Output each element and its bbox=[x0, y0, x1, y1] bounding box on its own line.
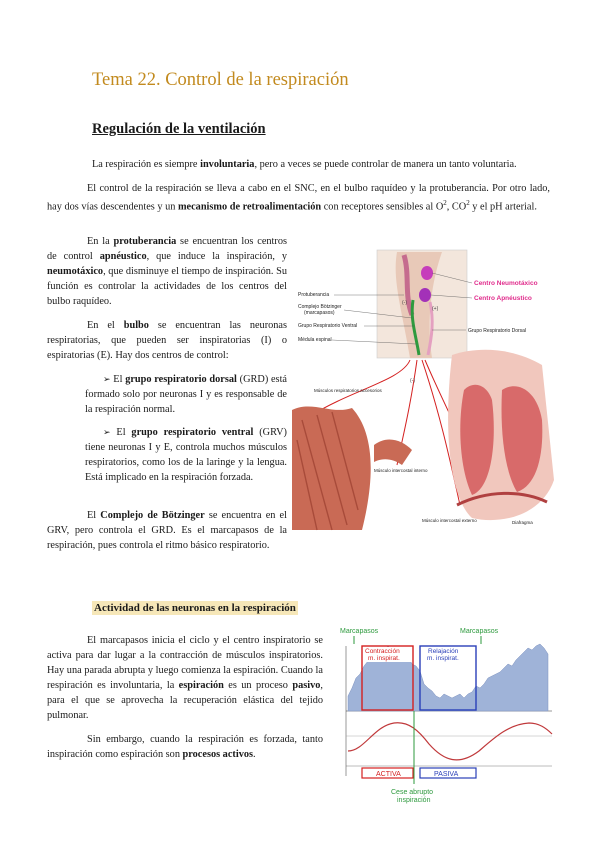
paragraph-botzinger: El Complejo de Bötzinger se encuentra en el GRV, pero controla el GRD. Es el marcapasos de la respiración, pues controla el ritmo básico respiratorio. bbox=[47, 510, 287, 551]
label-inspiracion: inspiración bbox=[397, 797, 431, 804]
label-marcapasos-left: Marcapasos bbox=[340, 628, 379, 635]
paragraph-control-snc: El control de la respiración se lleva a cabo en el SNC, en el bulbo raquídeo y la protuberancia. Por otro lado, hay dos vías descendentes y un mecanismo de retroalimentación con receptores sensibles al $O^2$, $CO^2$ y el pH arterial. bbox=[47, 183, 550, 213]
label-protuberancia: Protuberancia bbox=[298, 292, 330, 298]
paragraph-bulbo: En el bulbo se encuentran las neuronas respiratorias, que pueden ser inspiratorias (I) o espiratorias (E). Hay dos centros de control: bbox=[47, 320, 287, 361]
svg-text:(+): (+) bbox=[432, 306, 439, 312]
bullet-grd: ➢ El grupo respiratorio dorsal (GRD) está formado solo por neuronas I y es responsable de la respiración normal. bbox=[85, 374, 287, 415]
section-heading-ventilacion: Regulación de la ventilación bbox=[92, 121, 266, 137]
figure-neuron-activity bbox=[334, 626, 560, 810]
paragraph-forzada: Sin embargo, cuando la respiración es forzada, tanto inspiración como espiración son procesos activos. bbox=[47, 734, 323, 760]
page-title: Tema 22. Control de la respiración bbox=[92, 70, 349, 90]
apneustico-center bbox=[419, 288, 431, 302]
label-grv: Grupo Respiratorio Ventral bbox=[298, 323, 358, 329]
paragraph-protuberancia: En la protuberancia se encuentran los centros de control apnéustico, que induce la inspiración, y neumotáxico, que disminuye el tiempo de inspiración. Su función es controlar la actividades de los centros del bulbo raquídeo. bbox=[47, 236, 287, 307]
volume-curve bbox=[348, 723, 552, 760]
paragraph-involuntaria: La respiración es siempre involuntaria, pero a veces se puede controlar de manera un tanto voluntaria. bbox=[92, 159, 517, 170]
label-diafragma: Diafragma bbox=[512, 520, 533, 525]
label-marcapasos-right: Marcapasos bbox=[460, 628, 499, 635]
label-intercostal-interno: Músculo intercostal interno bbox=[374, 468, 428, 473]
label-cese: Cese abrupto bbox=[391, 789, 434, 796]
label-botzinger: Complejo Bötzinger bbox=[298, 304, 342, 310]
section-heading-actividad: Actividad de las neuronas en la respiración bbox=[94, 602, 296, 614]
svg-text:(-): (-) bbox=[402, 300, 407, 306]
label-intercostal-externo: Músculo intercostal externo bbox=[422, 518, 477, 523]
label-activa: ACTIVA bbox=[376, 771, 401, 778]
figure-respiratory-centers bbox=[292, 240, 554, 535]
label-medula: Médula espinal bbox=[298, 337, 332, 343]
label-grd: Grupo Respiratorio Dorsal bbox=[468, 328, 527, 334]
label-apneustico: Centro Apnéustico bbox=[474, 295, 532, 302]
label-marcapasos: (marcapasos) bbox=[304, 310, 335, 316]
label-musculos: Músculos respiratorios accesorios bbox=[314, 388, 382, 393]
label-m-inspirat-2: m. inspirat. bbox=[427, 655, 459, 662]
bullet-grv: ➢ El grupo respiratorio ventral (GRV) tiene neuronas I y E, controla muchos músculos respiratorios, como los de la laringe y la lengua. Está implicado en la respiración forzada. bbox=[85, 427, 287, 483]
label-contraccion: Contracción bbox=[365, 648, 400, 655]
paragraph-marcapasos: El marcapasos inicia el ciclo y el centro inspiratorio se activa para dar lugar a la contracción de músculos inspiratorios. Hay una parada abrupta y luego comienza la espiración. Cuando la respiración es involuntaria, la espiración es un proceso pasivo, para el que se aprovecha la recuperación elástica del tejido pulmonar. bbox=[47, 635, 323, 721]
svg-text:(-): (-) bbox=[410, 378, 415, 384]
arrow-bullet-icon: ➢ bbox=[103, 427, 111, 437]
arrow-bullet-icon: ➢ bbox=[103, 374, 111, 384]
neumotaxico-center bbox=[421, 266, 433, 280]
label-pasiva: PASIVA bbox=[434, 771, 459, 778]
label-m-inspirat-1: m. inspirat. bbox=[368, 655, 400, 662]
intercostal-interno bbox=[374, 440, 412, 465]
label-relajacion: Relajación bbox=[428, 648, 459, 655]
label-neumotaxico: Centro Neumotáxico bbox=[474, 280, 538, 287]
